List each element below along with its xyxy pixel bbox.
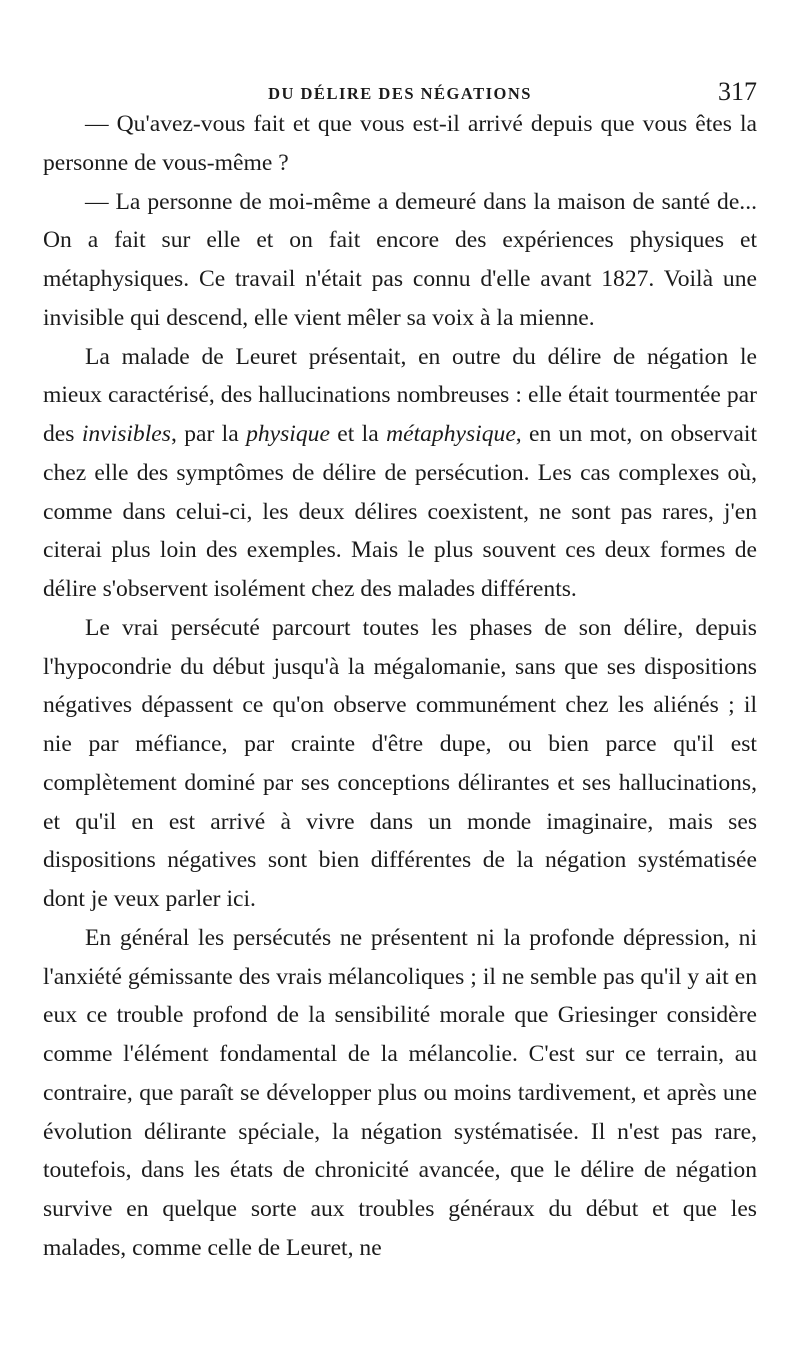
paragraph-leuret-text-e: et la (329, 421, 387, 447)
paragraph-question: — Qu'avez-vous fait et que vous est-il arrivé depuis que vous êtes la personne de vous-même ? (43, 111, 757, 176)
text-body (43, 105, 757, 1268)
running-head (43, 70, 757, 104)
paragraph-answer: — La personne de moi-même a demeuré dans la maison de santé de... On a fait sur elle et on fait encore des expériences physiques et métaphysiques. Ce travail n'était pas connu d'elle avant 1827. Voilà une invisible qui descend, elle vient mêler sa voix à la mienne. (43, 188, 757, 331)
running-title: DU DÉLIRE DES NÉGATIONS (268, 84, 532, 103)
paragraph-leuret-text-g: , en un mot, on observait chez elle des symptômes de délire de persécution. Les cas complexes où, comme dans celui-ci, les deux délires coexistent, ne sont pas rares, j'en citerai plus loin des exemples. Mais le plus souvent ces deux formes de délire s'observent isolément chez des malades différents. (43, 421, 758, 602)
paragraph-persecute: Le vrai persécuté parcourt toutes les phases de son délire, depuis l'hypocondrie du début jusqu'à la mégalomanie, sans que ses dispositions négatives dépassent ce qu'on observe communément chez les aliénés ; il nie par méfiance, par crainte d'être dupe, ou bien parce qu'il est complètement dominé par ses conceptions délirantes et ses hallucinations, et qu'il en est arrivé à vivre dans un monde imaginaire, mais ses dispositions négatives sont bien différentes de la négation systématisée dont je veux parler ici. (43, 614, 757, 912)
page-number: 317 (718, 77, 757, 106)
italic-invisibles: invisibles (81, 421, 171, 447)
paragraph-leuret-case (43, 338, 757, 609)
paragraph-leuret-text-c: , par la (170, 421, 247, 447)
paragraph-general: En général les persécutés ne présentent ni la profonde dépression, ni l'anxiété gémissante des vrais mélancoliques ; il ne semble pas qu'il y ait en eux ce trouble profond de la sensibilité morale que Griesinger considère comme l'élément fondamental de la mélancolie. C'est sur ce terrain, au contraire, que paraît se développer plus ou moins tardivement, et après une évolution délirante spéciale, la négation systématisée. Il n'est pas rare, toutefois, dans les états de chronicité avancée, que le délire de négation survive en quelque sorte aux troubles généraux du début et que les malades, comme celle de Leuret, ne (43, 924, 757, 1261)
italic-physique: physique (246, 421, 330, 447)
italic-metaphysique: métaphysique (386, 421, 516, 447)
paragraph-leuret-text-a: La malade de Leuret présentait, en outre du délire de négation le mieux caractérisé, des hallucinations nombreuses : elle était tourmentée par des (43, 343, 757, 447)
